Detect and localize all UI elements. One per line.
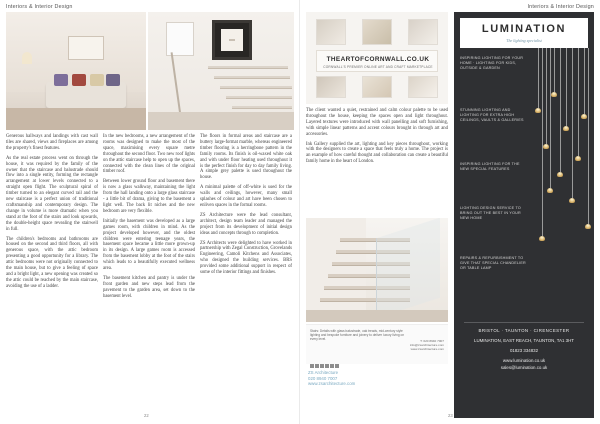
advert-claim: INSPIRING LIGHTING FOR YOUR HOME · LIGHTING FOR KIDS, OUTSIDE & GARDEN [460, 56, 524, 70]
photo-floor [148, 112, 294, 130]
photo-cushion [106, 74, 120, 86]
advert-address: LUMINATION, EAST REACH, TAUNTON, TA1 3HT [474, 338, 574, 343]
article-column-1 [6, 134, 98, 294]
caption-email: info@zsarchitecture.com [409, 343, 444, 348]
advert-claim: LIGHTING DESIGN SERVICE TO BRING OUT THE BEST IN YOUR NEW HOME [460, 206, 521, 220]
left-running-head: Interiors & Interior Design [6, 4, 73, 10]
article-paragraph: As the real estate process went on through the house, it was required by the family of the owner that the staircase and balustrade should flow into a single entity, forming the rectangle arrangement at lower levels connected to a straight open flight. The sculptural spiral of timber turned to an elegant curved rail and the new staircase is a perfect union of traditional craftsmanship and contemporary design. The change in volume is more dramatic when you stand at the foot of the stairs and look upwards, the double-height space revealing the stairwell in full. [6, 155, 98, 232]
advert-claim: REPAIRS & REFURBISHMENT TO GIVE THAT SPECIAL CHANDELIER OR TABLE LAMP [460, 256, 526, 270]
advert-towns: BRISTOL · TAUNTON · CIRENCESTER [478, 328, 570, 333]
article-paragraph: In the new bedrooms, a new arrangement of the rooms was designed to make the most of the space, maximising every square metre throughout the second floor. Two new roof lights on the attic staircase help to open up the spaces, connected with the clean lines of the original timber roof. [103, 134, 195, 175]
photo-window [166, 22, 194, 56]
credit-name: ZS Architecture [308, 370, 339, 375]
staircase-hall-photo [148, 12, 294, 130]
art-brand-name: THEARTOFCORNWALL.CO.UK [326, 56, 430, 63]
right-article-body [306, 108, 448, 169]
right-page [300, 0, 600, 424]
photo-cushion [72, 74, 86, 86]
article-paragraph: Generous hallways and landings with cast wall tiles are shared, views and fireplaces are among the property's finest features. [6, 134, 98, 151]
article-paragraph: The floors in formal areas and staircase are a buttery large-format marble, whereas engineered timber flooring is a herringbone pattern in the family rooms. Its finish is oil-waxed white oak and with under floor heating used throughout it is the perfect finish for day to day family living. A simple grey palette is used throughout the house. [200, 134, 292, 181]
photo-floor [306, 310, 448, 322]
article-paragraph: Ink Gallery supplied the art, lighting and key pieces throughout, working with the designers to create a space that feels truly a home. The project is an example of how careful thought and collaboration can create a beautiful family home in the heart of London. [306, 141, 448, 165]
article-paragraph: ZS Architects were delighted to have worked in partnership with Zegal Construction, Grovelands Engineering, Camoli Kitchens and Associates, who designed the building services. BRS provided some additional support in respect of some of the interior fittings and finishes. [200, 240, 292, 276]
advert-email[interactable]: sales@lumination.co.uk [500, 365, 548, 370]
artwork-thumbnail [408, 76, 438, 98]
credit-web[interactable]: www.zsarchitecture.com [308, 381, 356, 387]
photo-lamp [22, 52, 32, 64]
artwork-thumbnail [408, 19, 438, 45]
article-paragraph: Between lower ground floor and basement there is now a glass walkway, maintaining the light from the hall landing onto a large glass staircase - a little bit of drama, giving to the basement a light well. The back lit niches and the new bedroom are very flexible. [103, 179, 195, 214]
photo-floor [6, 108, 146, 130]
right-running-head: Interiors & Interior Design [527, 4, 594, 10]
artwork-thumbnail [362, 19, 392, 45]
advert-logo: LUMINATION [481, 23, 567, 35]
caption-contact [404, 339, 444, 352]
photo-artwork [68, 36, 104, 60]
artwork-thumbnail [316, 19, 346, 45]
lumination-advert [454, 12, 594, 418]
advert-phone: 01823 334832 [509, 348, 539, 353]
advert-claim: INSPIRING LIGHTING FOR THE NEW SPECIAL FEATURES [460, 162, 520, 171]
advert-logo-sub: The lighting specialist [506, 38, 542, 43]
art-brand-tagline: CORNWALL'S PREMIER ONLINE ART AND CRAFT MARKETPLACE [323, 65, 433, 69]
art-brand-box [316, 50, 438, 72]
advert-footer [454, 328, 594, 370]
left-page-number: 22 [144, 413, 149, 418]
artwork-thumbnail [362, 76, 392, 98]
photo-caption [306, 324, 448, 364]
photo-wall [306, 218, 366, 322]
caption-text: Stairs: Details with glass balustrade, oak treads, mid-century style lighting and bespoke furniture and joinery to deliver luxury living on every level. [310, 329, 405, 342]
pendant-lights-illustration [530, 48, 594, 258]
photo-cushion [54, 74, 68, 86]
advert-divider [464, 322, 584, 323]
living-room-photo [6, 12, 146, 130]
article-paragraph: Initially the basement was developed as a large games room, with children in mind. As the project developed however, and the oldest children were entering teenage years, the basement space became a little more grown-up in its design. A large games room is accessed from the basement lobby at the foot of the stairs which leads to a beautifully executed wellness area. [103, 218, 195, 272]
art-of-cornwall-panel [306, 12, 448, 104]
caption-web: www.zsarchitecture.com [410, 347, 444, 352]
photo-cushion [90, 74, 104, 86]
credit-phone: 020 8940 7007 [308, 375, 338, 381]
caption-phone: T: 020 8940 7007 [420, 339, 444, 343]
architect-credit [308, 370, 448, 387]
article-paragraph: The client wanted a quiet, restrained and calm colour palette to be used throughout the house, keeping the spaces open and light throughout. Layered textures were introduced with wall panelling and soft furnishing, with simple linear patterns and accent colours brought in through art and accessories. [306, 108, 448, 137]
article-paragraph: The children's bedrooms and bathrooms are housed on the second and third floors, all with generous space, with the attic bedroom presenting a good opportunity for a library. The attic bedrooms were not originally connected to the main house, but to give a feeling of space and a bright light, a new opening was created so the attic could be reached by the main staircase, avoiding the use of a ladder. [6, 236, 98, 289]
right-page-number: 23 [448, 413, 453, 418]
staircase-photo [306, 218, 448, 322]
article-column-3 [200, 134, 292, 280]
advert-claim: STUNNING LIGHTING AND LIGHTING FOR EXTRA HIGH CEILINGS, VAULTS & GALLERIES [460, 108, 524, 122]
article-paragraph: A minimal palette of off-white is used for the walls and ceilings, however, many small splashes of colour and art have been chosen to enliven spaces in the formal rooms. [200, 185, 292, 208]
article-paragraph: The basement kitchen and pantry is under the front garden and new steps lead from the pavement to the garden area, set down to the basement level. [103, 275, 195, 299]
photo-framed-art [212, 20, 252, 60]
artwork-thumbnail [316, 76, 346, 98]
photo-glass-balustrade [376, 218, 440, 318]
advert-website[interactable]: www.lumination.co.uk [502, 358, 546, 363]
article-column-2 [103, 134, 195, 304]
advert-logo-box [460, 18, 588, 48]
article-paragraph: ZS Architecture were the lead consultant, architect, design team leader and managed the project from its development of initial design ideas and concepts through to completion. [200, 212, 292, 236]
